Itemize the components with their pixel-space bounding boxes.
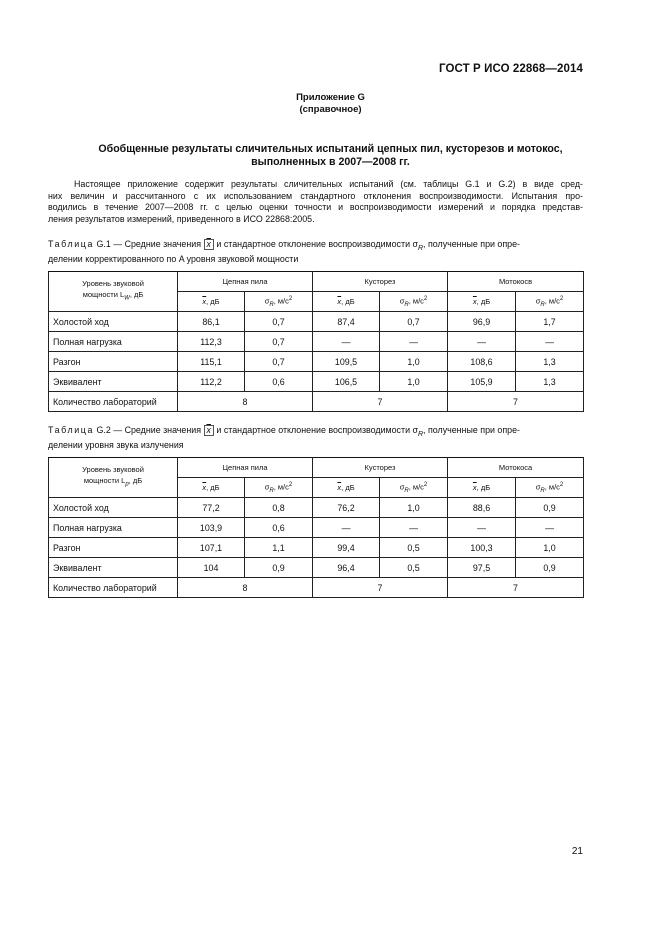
sigma-subscript: R (417, 244, 424, 252)
cell: 0,7 (380, 312, 448, 332)
group-header: Цепная пила (178, 272, 313, 292)
x-bar-symbol: $\overline{x}$ (202, 483, 207, 492)
row-label: Полная нагрузка (49, 518, 178, 538)
sigma-header (380, 478, 448, 498)
unit: , м/с (544, 482, 560, 491)
standard-code: ГОСТ Р ИСО 22868—2014 (438, 63, 583, 75)
intro-line: Настоящее приложение содержит результаты сличительных испытаний (см. таблицы G.1 и G.2) в виде сред- (74, 179, 583, 189)
sigma-subscript: R (404, 301, 409, 308)
caption-line-2: делении уровня звука излучения (48, 440, 184, 451)
table-row-count (49, 392, 584, 412)
unit: , дБ (341, 297, 355, 306)
table-g1 (48, 271, 584, 412)
mean-header (178, 292, 245, 312)
group-header: Мотокоса (448, 458, 584, 478)
cell: 76,2 (313, 498, 380, 518)
lab-count: 8 (178, 578, 313, 598)
sigma-symbol: σ (535, 482, 541, 491)
row-header (49, 272, 178, 312)
cell: — (516, 518, 584, 538)
unit: , дБ (206, 483, 220, 492)
x-bar-symbol: $\overline{x}$ (202, 297, 207, 306)
cell: — (313, 332, 380, 352)
cell: 0,7 (245, 352, 313, 372)
sigma-header (245, 292, 313, 312)
sigma-symbol: σ (264, 296, 270, 305)
cell: 1,1 (245, 538, 313, 558)
row-header-subscript: p (125, 481, 129, 488)
cell: 86,1 (178, 312, 245, 332)
sigma-symbol: σ (535, 296, 541, 305)
table-row (49, 312, 584, 332)
mean-header (178, 478, 245, 498)
cell: — (380, 332, 448, 352)
table-row (49, 518, 584, 538)
cell: 1,7 (516, 312, 584, 332)
unit: , дБ (341, 483, 355, 492)
cell: 1,0 (380, 372, 448, 392)
row-label: Холостой ход (49, 498, 178, 518)
cell: 1,3 (516, 372, 584, 392)
mean-header (313, 478, 380, 498)
cell: 0,5 (380, 558, 448, 578)
caption-line-2: делении корректированного по A уровня звуковой мощности (48, 254, 299, 265)
row-label: Полная нагрузка (49, 332, 178, 352)
unit-superscript: 2 (559, 481, 564, 488)
x-bar-symbol: $\overline{x}$ (472, 483, 477, 492)
table-g2 (48, 457, 584, 598)
row-header-subscript: W (124, 295, 130, 302)
x-bar-symbol: $\overline{x}$ (472, 297, 477, 306)
cell: 0,5 (380, 538, 448, 558)
table2-caption (48, 425, 583, 452)
cell: 88,6 (448, 498, 516, 518)
table-row (49, 332, 584, 352)
cell: 100,3 (448, 538, 516, 558)
group-header: Цепная пила (178, 458, 313, 478)
row-header (49, 458, 178, 498)
cell: 97,5 (448, 558, 516, 578)
cell: 109,5 (313, 352, 380, 372)
sigma-header (516, 292, 584, 312)
unit: , дБ (476, 297, 491, 306)
sigma-symbol: σ (399, 482, 405, 491)
cell: — (313, 518, 380, 538)
row-label: Эквивалент (49, 372, 178, 392)
x-bar-symbol: $\overline{x}$ (204, 239, 214, 250)
cell: 103,9 (178, 518, 245, 538)
row-label: Разгон (49, 538, 178, 558)
unit-superscript: 2 (288, 481, 293, 488)
caption-text: G.1 — Средние значения (94, 239, 204, 249)
cell: 0,9 (516, 498, 584, 518)
lab-count: 7 (448, 578, 584, 598)
caption-text: и стандартное отклонение воспроизводимости σ (213, 239, 418, 249)
intro-line: ления результатов измерений, приведенного в ИСО 22868:2005. (48, 214, 315, 225)
row-header-line-2: мощности L (82, 290, 125, 300)
table-label: Таблица (48, 239, 94, 249)
row-header-unit: , дБ (128, 476, 143, 486)
cell: 108,6 (448, 352, 516, 372)
group-header: Кусторез (313, 272, 448, 292)
table-row (49, 538, 584, 558)
cell: 0,6 (245, 372, 313, 392)
unit-superscript: 2 (288, 295, 293, 302)
cell: — (516, 332, 584, 352)
sigma-subscript: R (404, 487, 409, 494)
sigma-header (380, 292, 448, 312)
cell: 77,2 (178, 498, 245, 518)
cell: 112,2 (178, 372, 245, 392)
sigma-subscript: R (269, 301, 274, 308)
table-label: Таблица (48, 425, 94, 435)
table1-caption (48, 239, 583, 266)
lab-count: 7 (313, 578, 448, 598)
row-label: Холостой ход (49, 312, 178, 332)
sigma-subscript: R (540, 301, 545, 308)
intro-paragraph (48, 179, 583, 226)
unit: , м/с (408, 482, 424, 491)
row-header-line-1: Уровень звуковой (82, 465, 144, 475)
table-row (49, 352, 584, 372)
table-row (49, 498, 584, 518)
cell: 1,3 (516, 352, 584, 372)
unit: , дБ (206, 297, 220, 306)
cell: 0,9 (245, 558, 313, 578)
cell: 99,4 (313, 538, 380, 558)
unit-superscript: 2 (559, 295, 564, 302)
cell: 104 (178, 558, 245, 578)
row-label: Эквивалент (49, 558, 178, 578)
sigma-subscript: R (417, 430, 424, 438)
caption-text: , полученные при опре- (423, 239, 521, 249)
cell: 105,9 (448, 372, 516, 392)
lab-count: 7 (313, 392, 448, 412)
cell: — (448, 518, 516, 538)
cell: 0,8 (245, 498, 313, 518)
mean-header (313, 292, 380, 312)
lab-count: 7 (448, 392, 584, 412)
x-bar-symbol: $\overline{x}$ (204, 425, 214, 436)
unit: , м/с (544, 296, 560, 305)
cell: 96,4 (313, 558, 380, 578)
table-row (49, 558, 584, 578)
lab-count: 8 (178, 392, 313, 412)
cell: — (380, 518, 448, 538)
mean-header (448, 292, 516, 312)
cell: 0,7 (245, 332, 313, 352)
sigma-symbol: σ (399, 296, 405, 305)
sigma-header (516, 478, 584, 498)
cell: 0,9 (516, 558, 584, 578)
caption-text: , полученные при опре- (423, 425, 521, 435)
mean-header (448, 478, 516, 498)
intro-line: них величин и рассчитанного с их использованием стандартного отклонения воспроизводимости. Испытания про- (48, 190, 583, 201)
title-line-2: выполненных в 2007—2008 гг. (251, 156, 410, 168)
document-title (60, 143, 601, 169)
unit: , м/с (408, 296, 424, 305)
table-row (49, 372, 584, 392)
intro-line: водились в течение 2007—2008 гг. с целью оценки точности и воспроизводимости измерений и порядка представ- (48, 202, 583, 213)
cell: 107,1 (178, 538, 245, 558)
appendix-subtitle: (справочное) (299, 104, 362, 115)
row-header-unit: , дБ (129, 290, 144, 300)
sigma-header (245, 478, 313, 498)
group-header: Мотокосв (448, 272, 584, 292)
row-label: Количество лабораторий (49, 578, 178, 598)
sigma-symbol: σ (264, 482, 270, 491)
table-row-count (49, 578, 584, 598)
cell: 106,5 (313, 372, 380, 392)
appendix-title: Приложение G (296, 92, 365, 103)
appendix-heading (0, 92, 661, 116)
row-header-line-2: мощности L (83, 476, 126, 486)
x-bar-symbol: $\overline{x}$ (337, 297, 342, 306)
cell: 87,4 (313, 312, 380, 332)
cell: 1,0 (516, 538, 584, 558)
unit: , м/с (273, 296, 289, 305)
row-label: Количество лабораторий (49, 392, 178, 412)
unit-superscript: 2 (423, 295, 428, 302)
unit: , дБ (476, 483, 491, 492)
cell: 0,6 (245, 518, 313, 538)
caption-text: и стандартное отклонение воспроизводимости σ (213, 425, 418, 435)
title-line-1: Обобщенные результаты сличительных испытаний цепных пил, кусторезов и мотокос, (98, 143, 563, 155)
cell: 112,3 (178, 332, 245, 352)
cell: 1,0 (380, 352, 448, 372)
sigma-subscript: R (540, 487, 545, 494)
unit-superscript: 2 (423, 481, 428, 488)
sigma-subscript: R (269, 487, 274, 494)
unit: , м/с (273, 482, 289, 491)
x-bar-symbol: $\overline{x}$ (337, 483, 342, 492)
caption-text: G.2 — Средние значения (94, 425, 204, 435)
cell: 96,9 (448, 312, 516, 332)
page-number: 21 (571, 846, 583, 857)
row-header-line-1: Уровень звуковой (82, 279, 144, 289)
cell: 1,0 (380, 498, 448, 518)
cell: 115,1 (178, 352, 245, 372)
row-label: Разгон (49, 352, 178, 372)
cell: 0,7 (245, 312, 313, 332)
group-header: Кусторез (313, 458, 448, 478)
cell: — (448, 332, 516, 352)
